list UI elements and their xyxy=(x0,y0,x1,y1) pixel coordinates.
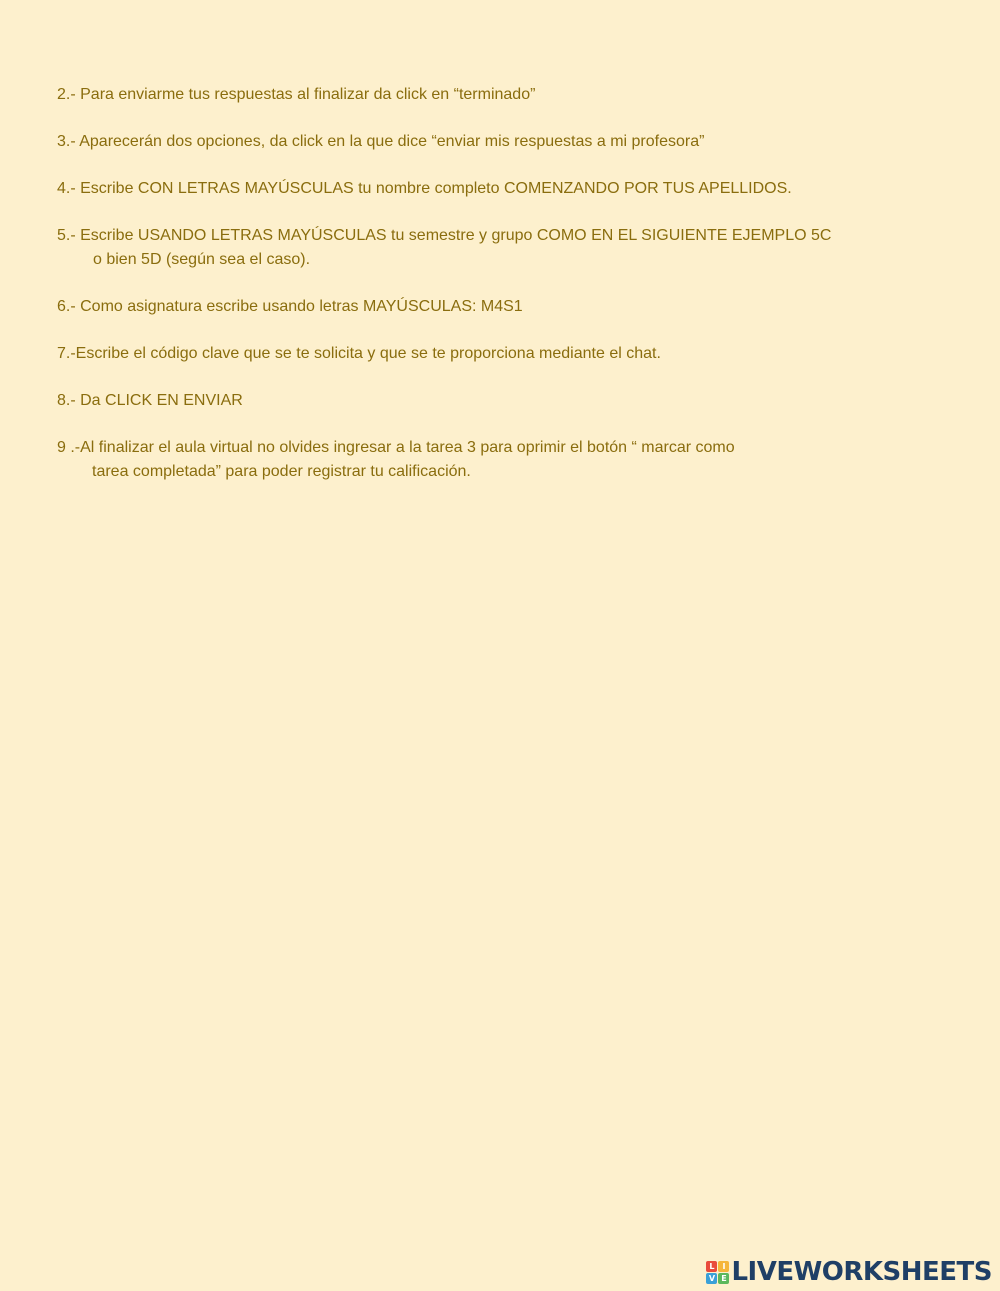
step-9 xyxy=(57,436,877,484)
logo-mark-tile: E xyxy=(718,1273,729,1284)
logo-mark-tile: L xyxy=(706,1261,717,1272)
step-2 xyxy=(57,83,877,107)
step-text: 8.- Da CLICK EN ENVIAR xyxy=(57,392,243,409)
step-6 xyxy=(57,295,877,319)
step-text: 5.- Escribe USANDO LETRAS MAYÚSCULAS tu semestre y grupo COMO EN EL SIGUIENTE EJEMPLO 5C xyxy=(57,227,832,244)
step-text: 9 .-Al finalizar el aula virtual no olvides ingresar a la tarea 3 para oprimir el botón “ marcar como xyxy=(57,439,735,456)
step-text-continued: tarea completada” para poder registrar tu calificación. xyxy=(92,463,471,480)
step-7 xyxy=(57,342,877,366)
logo-text: LIVEWORKSHEETS xyxy=(731,1257,992,1287)
step-8 xyxy=(57,389,877,413)
step-text: 6.- Como asignatura escribe usando letras MAYÚSCULAS: M4S1 xyxy=(57,298,523,315)
step-text-continued: o bien 5D (según sea el caso). xyxy=(93,251,311,268)
step-4 xyxy=(57,177,877,201)
logo-mark-tile: V xyxy=(706,1273,717,1284)
step-text: 3.- Aparecerán dos opciones, da click en la que dice “enviar mis respuestas a mi profesora” xyxy=(57,133,705,150)
step-3 xyxy=(57,130,877,154)
liveworksheets-logo xyxy=(706,1257,992,1287)
step-text: 2.- Para enviarme tus respuestas al finalizar da click en “terminado” xyxy=(57,86,536,103)
instructions-list xyxy=(57,83,877,507)
step-text: 7.-Escribe el código clave que se te solicita y que se te proporciona mediante el chat. xyxy=(57,345,661,362)
step-5 xyxy=(57,224,877,272)
step-text: 4.- Escribe CON LETRAS MAYÚSCULAS tu nombre completo COMENZANDO POR TUS APELLIDOS. xyxy=(57,180,792,197)
logo-mark-icon xyxy=(706,1261,729,1284)
logo-mark-tile: I xyxy=(718,1261,729,1272)
